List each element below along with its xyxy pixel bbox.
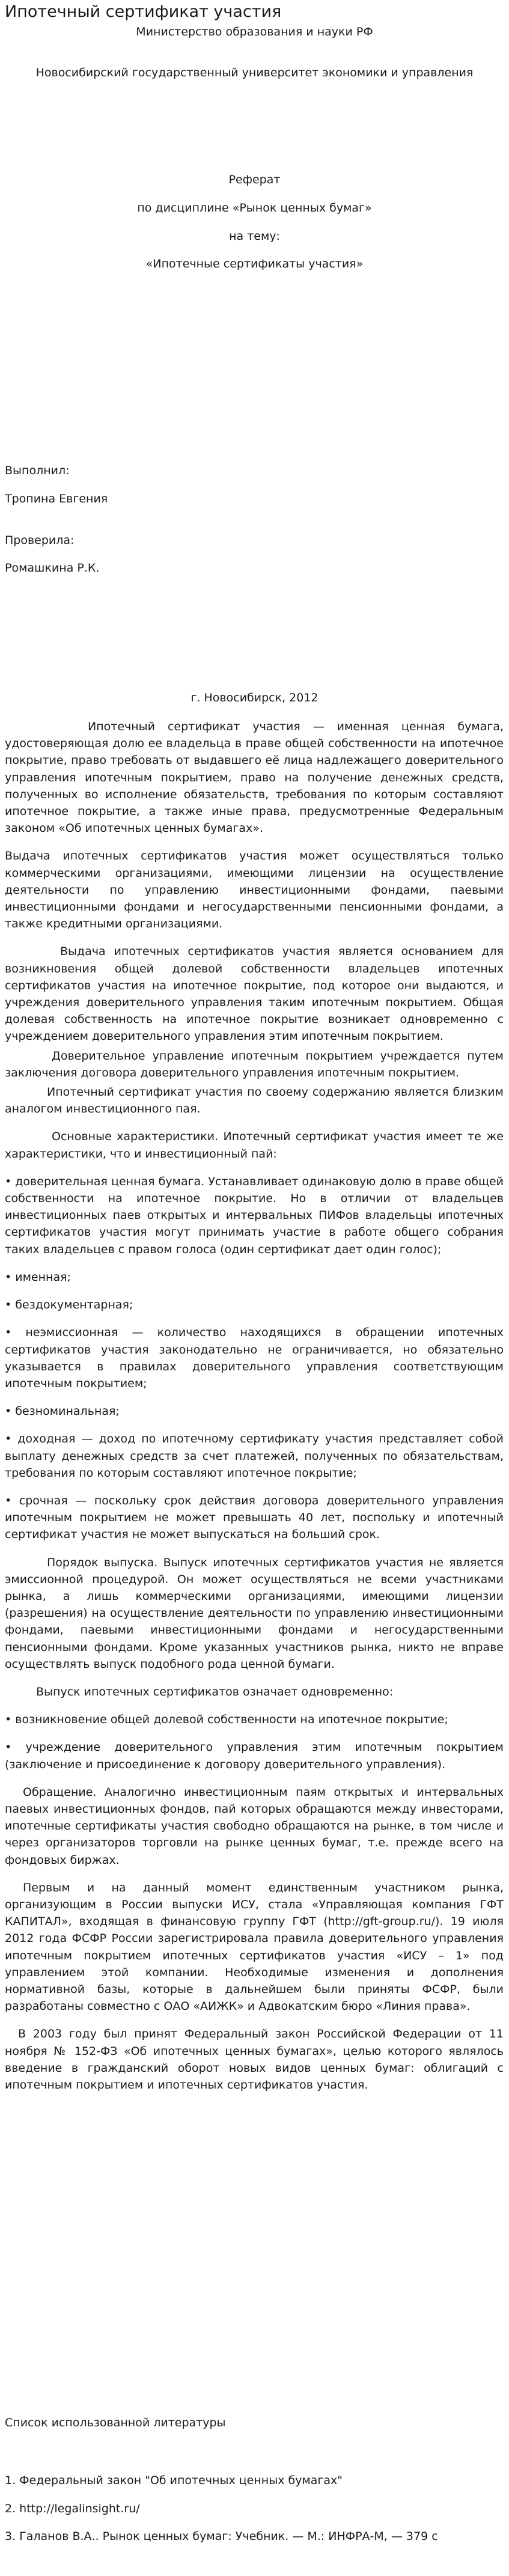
paragraph: Выдача ипотечных сертификатов участия может осуществляться только коммерческими организациями, имеющими лицензии на осуществление деятельности по управлению инвестиционными фондами, паевыми инвестиционными фондами и негосударственными пенсионными фондами, а также кредитными организациями. — [5, 849, 504, 931]
author-name: Тропина Евгения — [5, 492, 108, 505]
university-line: Новосибирский государственный университет экономики и управления — [35, 66, 474, 79]
list-item: • срочная — поскольку срок действия договора доверительного управления ипотечным покрытием не может превышать 40 лет, поспольку и ипотечный сертификат участия не может выпускаться на больший срок. — [5, 1494, 504, 1542]
cover-type: Реферат — [228, 173, 281, 186]
list-item: • учреждение доверительного управления этим ипотечным покрытием (заключение и присоединение к договору доверительного управления). — [5, 1741, 504, 1771]
reference-item: 2. http://legalinsight.ru/ — [5, 2502, 140, 2515]
paragraph: Основные характеристики. Ипотечный сертификат участия имеет те же характеристики, что и инвестиционный пай: — [5, 1130, 504, 1161]
checker-name: Ромашкина Р.К. — [5, 561, 100, 575]
paragraph: Ипотечный сертификат участия по своему содержанию является близким аналогом инвестиционного пая. — [5, 1085, 504, 1116]
list-item: • неэмиссионная — количество находящихся в обращении ипотечных сертификатов участия законодательно не ограничивается, но обязательно указывается в правилах доверительного управления соответствующим ипотечным покрытием; — [5, 1326, 504, 1390]
paragraph: Порядок выпуска. Выпуск ипотечных сертификатов участия не является эмиссионной процедурой. Он может осуществляться не всеми участниками рынка, а лишь коммерческими организациями, имеющими лицензии (разрешения) на осуществление деятельности по управлению инвестиционными фондами, паевыми инвестиционными фондами и негосударственными пенсионными фондами. Кроме указанных участников рынка, никто не вправе осуществлять выпуск подобного рода ценной бумаги. — [5, 1555, 504, 1671]
paragraph: Доверительное управление ипотечным покрытием учреждается путем заключения договора доверительного управления ипотечным покрытием. — [5, 1049, 504, 1079]
reference-item: 3. Галанов В.А.. Рынок ценных бумаг: Учебник. — М.: ИНФРА-М, — 379 с — [5, 2530, 438, 2543]
list-item: • доходная — доход по ипотечному сертификату участия представляет собой выплату денежных средств за счет платежей, полученных по обязательствам, требования по которым составляют ипотечное покрытие; — [5, 1432, 504, 1480]
list-item: • безноминальная; — [5, 1405, 120, 1418]
city-year: г. Новосибирск, 2012 — [190, 691, 319, 704]
checked-label: Проверила: — [5, 534, 75, 547]
done-label: Выполнил: — [5, 464, 70, 477]
references-heading: Список использованной литературы — [5, 2416, 226, 2429]
document-title: Ипотечный сертификат участия — [5, 2, 282, 21]
list-item: • возникновение общей долевой собственности на ипотечное покрытие; — [5, 1713, 448, 1727]
list-item: • доверительная ценная бумага. Устанавливает одинаковую долю в праве общей собственности на ипотечное покрытие. Но в отличии от владельцев инвестиционных паев открытых и интервальных ПИФов владельцы ипотечных сертификатов участия могут принимать участие в работе общего собрания таких владельцев с правом голоса (один сертификат дает один голос); — [5, 1174, 504, 1256]
paragraph: Обращение. Аналогично инвестиционным паям открытых и интервальных паевых инвестиционных фондов, пай которых обращаются между инвесторами, ипотечные сертификаты участия свободно обращаются на рынке, в том числе и через организаторов торговли на рынке ценных бумаг, т.е. прежде всего на фондовых биржах. — [5, 1785, 504, 1867]
paragraph: Выпуск ипотечных сертификатов означает одновременно: — [36, 1685, 394, 1699]
paragraph: В 2003 году был принят Федеральный закон Российской Федерации от 11 ноября № 152-ФЗ «Об ипотечных ценных бумагах», целью которого являлось введение в гражданский оборот новых видов ценных бумаг: облигаций с ипотечным покрытием и ипотечных сертификатов участия. — [5, 2027, 504, 2092]
cover-topic: «Ипотечные сертификаты участия» — [145, 257, 364, 270]
cover-topic-label: на тему: — [229, 230, 280, 243]
paragraph: Ипотечный сертификат участия — именная ценная бумага, удостоверяющая долю ее владельца в праве общей собственности на ипотечное покрытие, право требовать от выдавшего её лица надлежащего доверительного управления ипотечным покрытием, право на получение денежных средств, полученных во исполнение обязательств, требования по которым составляют ипотечное покрытие, а также иные права, предусмотренные Федеральным законом «Об ипотечных ценных бумагах». — [5, 720, 504, 835]
list-item: • бездокументарная; — [5, 1298, 133, 1312]
ministry-line: Министерство образования и науки РФ — [136, 25, 373, 38]
list-item: • именная; — [5, 1270, 71, 1284]
essay-body — [5, 718, 504, 2104]
cover-discipline: по дисциплине «Рынок ценных бумаг» — [137, 201, 372, 215]
reference-item: 1. Федеральный закон "Об ипотечных ценных бумагах" — [5, 2474, 343, 2487]
paragraph: Выдача ипотечных сертификатов участия является основанием для возникновения общей долевой собственности владельцев ипотечных сертификатов участия на ипотечное покрытие, под которое они выдаются, и учреждения доверительного управления таким ипотечным покрытием. Общая долевая собственность на ипотечное покрытие возникает одновременно с учреждением доверительного управления этим ипотечным покрытием. — [5, 945, 504, 1043]
paragraph: Первым и на данный момент единственным участником рынка, организующим в России выпуски ИСУ, стала «Управляющая компания ГФТ КАПИТАЛ», входящая в финансовую группу ГФТ (http://gft-group.ru/). 19 июля 2012 года ФСФР России зарегистрировала правила доверительного управления ипотечным покрытием ипотечных сертификатов участия «ИСУ – 1» под управлением этой компании. Необходимые изменения и дополнения нормативной базы, которые в дальнейшем были приняты ФСФР, были разработаны совместно с ОАО «АИЖК» и Адвокатским бюро «Линия права». — [5, 1881, 504, 2013]
